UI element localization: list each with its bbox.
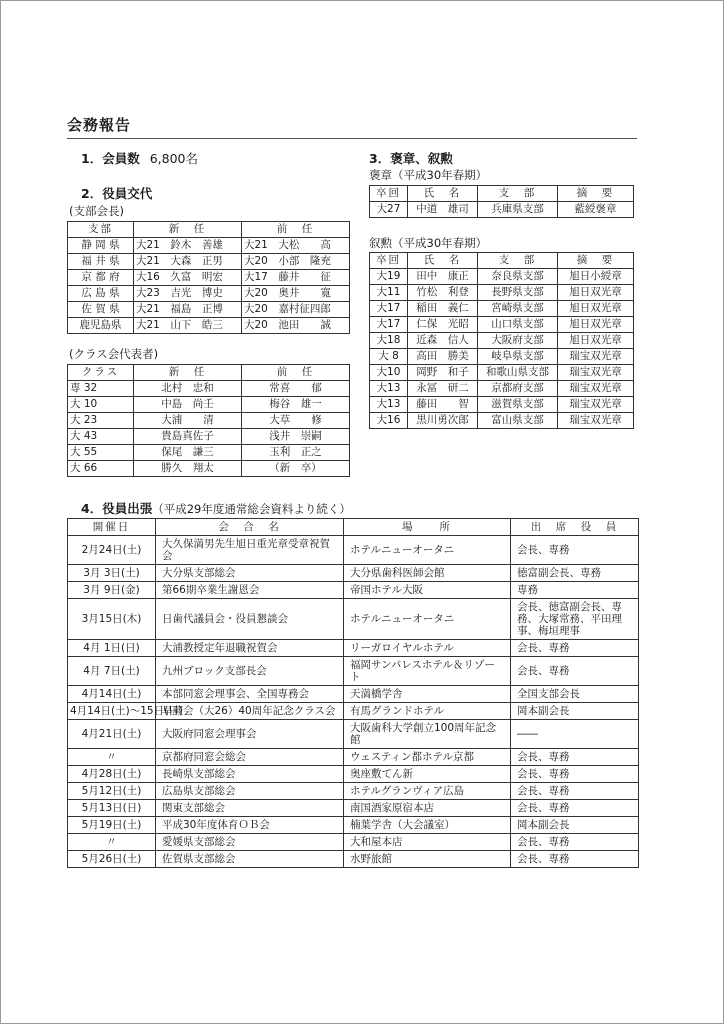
table-cell: 〃 <box>68 749 156 766</box>
table-cell: 滋賀県支部 <box>478 397 558 413</box>
table-cell: 第66期卒業生謝恩会 <box>156 582 344 599</box>
table-cell: 中道 雄司 <box>408 202 478 218</box>
table-cell: 近森 信人 <box>408 333 478 349</box>
table-row <box>68 461 350 477</box>
table-cell: 会長、専務 <box>511 657 639 686</box>
table-cell: 保尾 謙三 <box>134 445 242 461</box>
table-cell: 大21 大松 高 <box>242 238 350 254</box>
table-cell: 大阪府支部 <box>478 333 558 349</box>
table-cell: 勝久 翔太 <box>134 461 242 477</box>
table-cell: 大16 <box>370 413 408 429</box>
table-cell: 会長、専務 <box>511 783 639 800</box>
table-cell: 京都府同窓会総会 <box>156 749 344 766</box>
table-row <box>370 349 634 365</box>
table-header: 支部 <box>68 222 134 238</box>
table-cell: 富山県支部 <box>478 413 558 429</box>
table-cell: 大 23 <box>68 413 134 429</box>
section-officer-change-title: 2．役員交代 <box>81 186 153 201</box>
table-row <box>68 640 639 657</box>
table-cell: 天満橋学舎 <box>344 686 511 703</box>
table-cell: 和歌山県支部 <box>478 365 558 381</box>
table-cell: 大阪府同窓会理事会 <box>156 720 344 749</box>
table-row <box>68 749 639 766</box>
table-header: 前 任 <box>242 365 350 381</box>
table-cell: 大 8 <box>370 349 408 365</box>
table-cell: 大19 <box>370 269 408 285</box>
table-cell: 大21 鈴木 善雄 <box>134 238 242 254</box>
table-cell: 大20 池田 誠 <box>242 318 350 334</box>
table-cell: 5月13日(日) <box>68 800 156 817</box>
table-row <box>68 254 350 270</box>
table-cell: 会長、専務 <box>511 766 639 783</box>
table-cell: 大20 奥井 寛 <box>242 286 350 302</box>
table-row <box>370 269 634 285</box>
table-cell: ホテルニューオータニ <box>344 599 511 640</box>
table-header: 新 任 <box>134 365 242 381</box>
table-cell: 岐阜県支部 <box>478 349 558 365</box>
table-cell: 会長、徳富副会長、専務、大塚常務、平田理事、梅垣理事 <box>511 599 639 640</box>
table-cell: 京 都 府 <box>68 270 134 286</box>
table-cell: 佐 賀 県 <box>68 302 134 318</box>
table-cell: 水野旅館 <box>344 851 511 868</box>
table-cell: 大浦 清 <box>134 413 242 429</box>
table-header: 出 席 役 員 <box>511 519 639 536</box>
table-cell: 瑞宝双光章 <box>558 381 634 397</box>
table-cell: 静 岡 県 <box>68 238 134 254</box>
table-cell: 岡野 和子 <box>408 365 478 381</box>
table-row <box>68 238 350 254</box>
table-row <box>68 536 639 565</box>
table-cell: ウェスティン都ホテル京都 <box>344 749 511 766</box>
table-cell: 大20 嘉村征四郎 <box>242 302 350 318</box>
table-cell: 藤田 智 <box>408 397 478 413</box>
table-cell: ホテルニューオータニ <box>344 536 511 565</box>
table-cell: 大分県歯科医師会館 <box>344 565 511 582</box>
table-cell: 旭日双光章 <box>558 285 634 301</box>
table-header: 新 任 <box>134 222 242 238</box>
table-row <box>68 703 639 720</box>
table-cell: 長崎県支部総会 <box>156 766 344 783</box>
table-cell: 会長、専務 <box>511 834 639 851</box>
table-row <box>370 285 634 301</box>
table-cell: 竹松 利登 <box>408 285 478 301</box>
table-cell: 浅井 崇嗣 <box>242 429 350 445</box>
table-cell: 関東支部総会 <box>156 800 344 817</box>
table-header: 氏 名 <box>408 186 478 202</box>
table-cell: ―― <box>511 720 639 749</box>
table-cell: 大分県支部総会 <box>156 565 344 582</box>
table-row <box>68 302 350 318</box>
table-row <box>68 800 639 817</box>
table-cell: 有馬グランドホテル <box>344 703 511 720</box>
table-header: 前 任 <box>242 222 350 238</box>
class-caption: (クラス会代表者) <box>69 347 159 361</box>
table-cell: 大20 小部 隆充 <box>242 254 350 270</box>
table-cell: 梅谷 雄一 <box>242 397 350 413</box>
table-cell: 瑞宝双光章 <box>558 397 634 413</box>
table-row <box>68 381 350 397</box>
table-cell: 黒川勇次郎 <box>408 413 478 429</box>
jokun-table <box>369 252 634 429</box>
table-header: 開催日 <box>68 519 156 536</box>
table-row <box>68 834 639 851</box>
table-cell: ホテルグランヴィア広島 <box>344 783 511 800</box>
table-row <box>370 397 634 413</box>
table-cell: 会長、専務 <box>511 800 639 817</box>
table-cell: 大10 <box>370 365 408 381</box>
table-row <box>68 270 350 286</box>
table-row <box>68 429 350 445</box>
table-cell: 大18 <box>370 333 408 349</box>
table-cell: 4月14日(土) <box>68 686 156 703</box>
table-cell: 大21 福島 正博 <box>134 302 242 318</box>
officer-trips-table <box>67 518 639 868</box>
table-cell: 福岡サンパレスホテル＆リゾート <box>344 657 511 686</box>
table-cell: 常喜 郁 <box>242 381 350 397</box>
table-cell: 田中 康正 <box>408 269 478 285</box>
table-cell: 4月14日(土)〜15日(日) <box>68 703 156 720</box>
table-cell: 徳富副会長、専務 <box>511 565 639 582</box>
table-cell: 稲田 義仁 <box>408 301 478 317</box>
table-cell: 兵庫県支部 <box>478 202 558 218</box>
table-header: 卒回 <box>370 253 408 269</box>
table-row <box>68 397 350 413</box>
table-header: 氏 名 <box>408 253 478 269</box>
table-cell: 旭日双光章 <box>558 317 634 333</box>
table-cell: 5月26日(土) <box>68 851 156 868</box>
table-cell: 南国酒家原宿本店 <box>344 800 511 817</box>
table-cell: 4月21日(土) <box>68 720 156 749</box>
table-cell: 大13 <box>370 381 408 397</box>
table-row <box>370 301 634 317</box>
member-count-value: 6,800名 <box>149 151 198 166</box>
table-header: 卒回 <box>370 186 408 202</box>
table-cell: 大 55 <box>68 445 134 461</box>
table-cell: 平成30年度体育ＯＢ会 <box>156 817 344 834</box>
table-cell: 瑞宝双光章 <box>558 349 634 365</box>
table-cell: （新 卒） <box>242 461 350 477</box>
jokun-caption: 叙勲（平成30年春期） <box>369 236 488 250</box>
table-row <box>68 413 350 429</box>
table-cell: 大久保満男先生旭日重光章受章祝賀会 <box>156 536 344 565</box>
table-cell: 京都府支部 <box>478 381 558 397</box>
table-cell: 〃 <box>68 834 156 851</box>
table-cell: 全国支部会長 <box>511 686 639 703</box>
table-cell: 福 井 県 <box>68 254 134 270</box>
table-row <box>370 317 634 333</box>
table-cell: 5月12日(土) <box>68 783 156 800</box>
table-cell: 会長、専務 <box>511 749 639 766</box>
section-trips-label: 4．役員出張 <box>81 501 153 516</box>
table-cell: 北村 忠和 <box>134 381 242 397</box>
table-row <box>370 202 634 218</box>
table-cell: 大阪歯科大学創立100周年記念館 <box>344 720 511 749</box>
table-cell: 4月 1日(日) <box>68 640 156 657</box>
table-cell: 3月 3日(土) <box>68 565 156 582</box>
table-cell: 九州ブロック支部長会 <box>156 657 344 686</box>
table-cell: 大 10 <box>68 397 134 413</box>
table-cell: 会長、専務 <box>511 851 639 868</box>
table-cell: 大27 <box>370 202 408 218</box>
table-cell: 大17 <box>370 301 408 317</box>
table-row <box>68 686 639 703</box>
table-row <box>68 720 639 749</box>
table-cell: 4月 7日(土) <box>68 657 156 686</box>
table-cell: 大16 久富 明宏 <box>134 270 242 286</box>
table-cell: 瑞宝双光章 <box>558 365 634 381</box>
table-header: 摘 要 <box>558 253 634 269</box>
table-cell: リーガロイヤルホテル <box>344 640 511 657</box>
table-cell: 大11 <box>370 285 408 301</box>
table-row <box>370 413 634 429</box>
table-row <box>68 286 350 302</box>
table-cell: 瑞宝双光章 <box>558 413 634 429</box>
section-trips-note: （平成29年度通常総会資料より続く） <box>152 502 351 516</box>
table-cell: 会長、専務 <box>511 536 639 565</box>
section-trips-title <box>81 499 351 517</box>
table-header: 支 部 <box>478 253 558 269</box>
table-cell: 大21 大森 正男 <box>134 254 242 270</box>
table-cell: 奈良県支部 <box>478 269 558 285</box>
table-cell: 宮崎県支部 <box>478 301 558 317</box>
table-row <box>68 445 350 461</box>
table-cell: 帝国ホテル大阪 <box>344 582 511 599</box>
table-row <box>68 817 639 834</box>
table-cell: 4月28日(土) <box>68 766 156 783</box>
table-header: 会 合 名 <box>156 519 344 536</box>
member-count <box>81 149 198 167</box>
table-cell: 広 島 県 <box>68 286 134 302</box>
table-row <box>68 565 639 582</box>
table-cell: 大浦教授定年退職祝賀会 <box>156 640 344 657</box>
table-cell: 佐賀県支部総会 <box>156 851 344 868</box>
member-count-label: 1．会員数 <box>81 151 140 166</box>
table-cell: 大 66 <box>68 461 134 477</box>
table-cell: 大草 修 <box>242 413 350 429</box>
table-row <box>370 381 634 397</box>
hosho-table <box>369 185 634 218</box>
table-cell: 専務 <box>511 582 639 599</box>
table-cell: 3月 9日(金) <box>68 582 156 599</box>
table-header: 場 所 <box>344 519 511 536</box>
table-cell: 会長、専務 <box>511 640 639 657</box>
table-row <box>370 365 634 381</box>
table-header: クラス <box>68 365 134 381</box>
table-cell: 旭日小綬章 <box>558 269 634 285</box>
section-honors-title: 3．褒章、叙勲 <box>369 151 453 166</box>
table-cell: 山口県支部 <box>478 317 558 333</box>
hosho-caption: 褒章（平成30年春期） <box>369 168 488 182</box>
table-cell: 中島 尚壬 <box>134 397 242 413</box>
table-header: 支 部 <box>478 186 558 202</box>
table-cell: 専 32 <box>68 381 134 397</box>
table-cell: 岡本副会長 <box>511 703 639 720</box>
table-cell: 長野県支部 <box>478 285 558 301</box>
table-cell: 楠葉学舎（大会議室） <box>344 817 511 834</box>
table-cell: 鹿児島県 <box>68 318 134 334</box>
table-cell: 大21 山下 皓三 <box>134 318 242 334</box>
table-cell: 貴島真佐子 <box>134 429 242 445</box>
branch-president-table <box>67 221 350 334</box>
table-cell: 大和屋本店 <box>344 834 511 851</box>
table-cell: 早蕨会（大26）40周年記念クラス会 <box>156 703 344 720</box>
table-cell: 玉利 正之 <box>242 445 350 461</box>
table-cell: 奥座敷てん新 <box>344 766 511 783</box>
table-cell: 5月19日(土) <box>68 817 156 834</box>
table-row <box>68 657 639 686</box>
table-cell: 仁保 光昭 <box>408 317 478 333</box>
table-header: 摘 要 <box>558 186 634 202</box>
branch-caption: (支部会長) <box>69 204 124 218</box>
table-cell: 2月24日(土) <box>68 536 156 565</box>
table-cell: 高田 勝美 <box>408 349 478 365</box>
table-cell: 愛媛県支部総会 <box>156 834 344 851</box>
table-cell: 本部同窓会理事会、全国専務会 <box>156 686 344 703</box>
table-row <box>68 783 639 800</box>
table-cell: 広島県支部総会 <box>156 783 344 800</box>
table-cell: 岡本副会長 <box>511 817 639 834</box>
table-row <box>68 318 350 334</box>
table-cell: 日歯代議員会・役員懇談会 <box>156 599 344 640</box>
table-cell: 永冨 研二 <box>408 381 478 397</box>
table-cell: 大23 吉光 博史 <box>134 286 242 302</box>
table-cell: 大13 <box>370 397 408 413</box>
table-row <box>68 766 639 783</box>
table-cell: 大 43 <box>68 429 134 445</box>
table-row <box>68 582 639 599</box>
table-cell: 3月15日(木) <box>68 599 156 640</box>
table-row <box>68 851 639 868</box>
table-cell: 藍綬褒章 <box>558 202 634 218</box>
table-cell: 旭日双光章 <box>558 333 634 349</box>
table-row <box>68 599 639 640</box>
class-rep-table <box>67 364 350 477</box>
table-cell: 大17 <box>370 317 408 333</box>
table-row <box>370 333 634 349</box>
page-title: 会務報告 <box>67 114 637 139</box>
table-cell: 大17 藤井 征 <box>242 270 350 286</box>
table-cell: 旭日双光章 <box>558 301 634 317</box>
